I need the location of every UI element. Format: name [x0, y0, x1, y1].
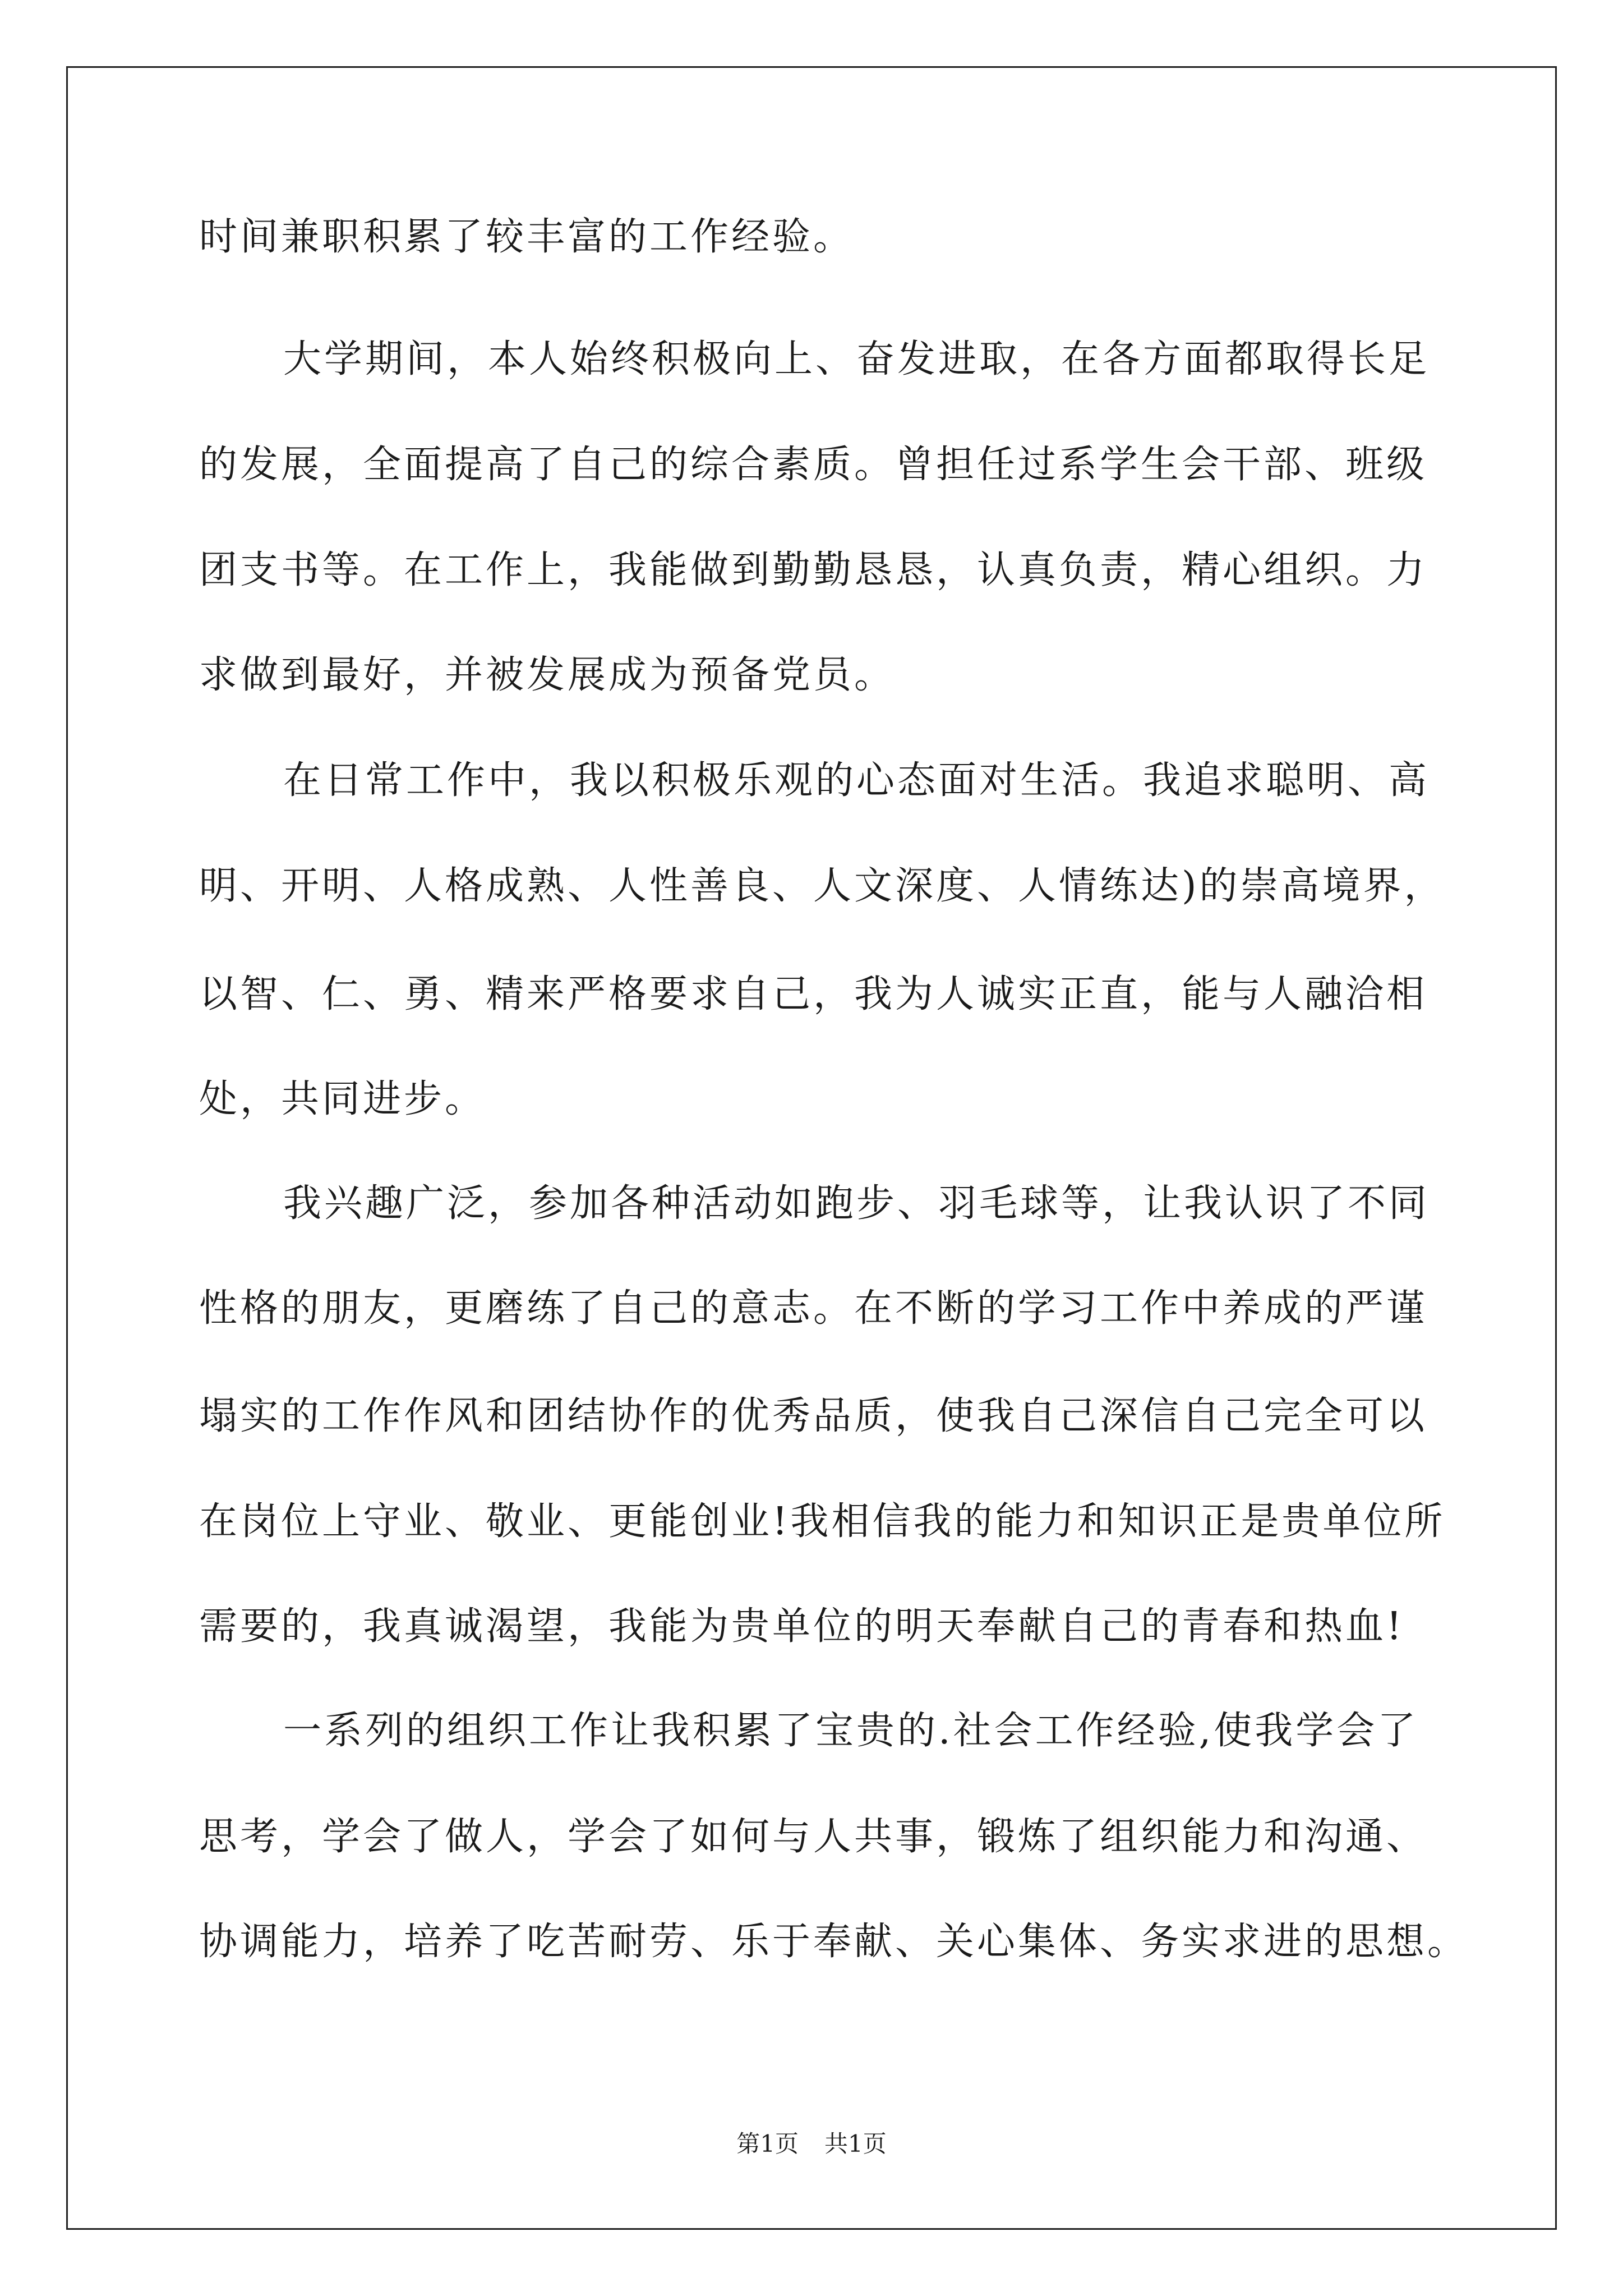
- page-border: [66, 66, 1557, 2230]
- text-line: 明、开明、人格成熟、人性善良、人文深度、人情练达)的崇高境界，: [199, 864, 1445, 908]
- text-line: 在岗位上守业、敬业、更能创业!我相信我的能力和知识正是贵单位所: [199, 1499, 1446, 1544]
- text-line: 思考，学会了做人，学会了如何与人共事，锻炼了组织能力和沟通、: [199, 1815, 1428, 1859]
- page-number: 第1页: [736, 2130, 799, 2157]
- text-line: 处，共同进步。: [199, 1077, 486, 1121]
- text-line: 以智、仁、勇、精来严格要求自己，我为人诚实正直，能与人融洽相: [199, 972, 1428, 1016]
- page-footer: [0, 2127, 1623, 2161]
- text-line: 我兴趣广泛，参加各种活动如跑步、羽毛球等，让我认识了不同: [283, 1181, 1430, 1226]
- page-total: 共1页: [824, 2130, 887, 2157]
- text-line: 大学期间，本人始终积极向上、奋发进取，在各方面都取得长足: [283, 337, 1430, 381]
- text-line: 一系列的组织工作让我积累了宝贵的.社会工作经验,使我学会了: [283, 1709, 1419, 1753]
- text-line: 求做到最好，并被发展成为预备党员。: [199, 653, 896, 697]
- text-line: 塌实的工作作风和团结协作的优秀品质，使我自己深信自己完全可以: [199, 1394, 1428, 1438]
- text-line: 的发展，全面提高了自己的综合素质。曾担任过系学生会干部、班级: [199, 443, 1428, 487]
- text-line: 协调能力，培养了吃苦耐劳、乐于奉献、关心集体、务实求进的思想。: [199, 1920, 1469, 1964]
- text-line: 需要的，我真诚渴望，我能为贵单位的明天奉献自己的青春和热血!: [199, 1604, 1405, 1649]
- text-line: 性格的朋友，更磨练了自己的意志。在不断的学习工作中养成的严谨: [199, 1286, 1428, 1331]
- text-line: 时间兼职积累了较丰富的工作经验。: [199, 215, 855, 259]
- text-line: 在日常工作中，我以积极乐观的心态面对生活。我追求聪明、高: [283, 758, 1430, 803]
- text-line: 团支书等。在工作上，我能做到勤勤恳恳，认真负责，精心组织。力: [199, 548, 1428, 592]
